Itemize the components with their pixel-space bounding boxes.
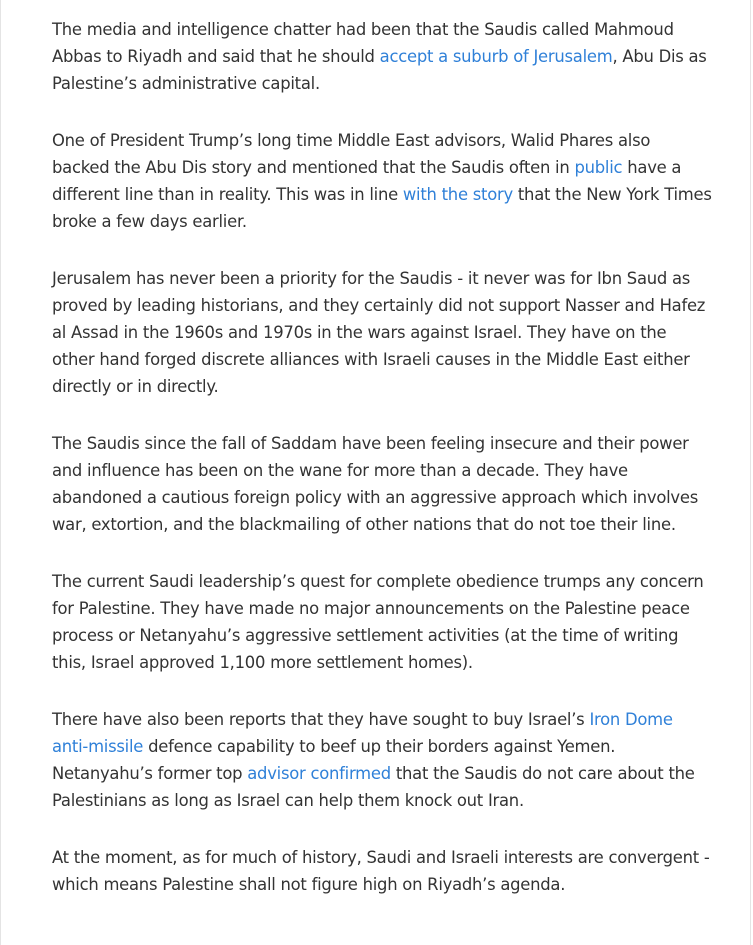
paragraph-text: that the New York Times broke a few days earlier.: [52, 185, 712, 231]
paragraph-text: The Saudis since the fall of Saddam have been feeling insecure and their power and influence has been on the wane for more than a decade. They have abandoned a cautious foreign policy with an aggressive approach which involves war, extortion, and the blackmailing of other nations that do not toe their line.: [52, 434, 699, 534]
paragraph-text: Jerusalem has never been a priority for the Saudis - it never was for Ibn Saud as proved by leading historians, and they certainly did not support Nasser and Hafez al Assad in the 1960s and 1970s in the wars against Israel. They have on the other hand forged discrete alliances with Israeli causes in the Middle East either directly or in directly.: [52, 269, 706, 396]
paragraph-text: There have also been reports that they have sought to buy Israel’s: [52, 710, 590, 729]
paragraph-3: [52, 265, 712, 400]
paragraph-2: [52, 127, 712, 235]
link-with-the-story[interactable]: with the story: [402, 185, 513, 204]
link-iron-dome-anti-missile[interactable]: Iron Dome anti-missile: [52, 710, 673, 756]
paragraph-text: have a different line than in reality. This was in line: [52, 158, 682, 204]
paragraph-text: that the Saudis do not care about the Palestinians as long as Israel can help them knock out Iran.: [52, 764, 695, 810]
paragraph-text: defence capability to beef up their borders against Yemen. Netanyahu’s former top: [52, 737, 616, 783]
paragraph-4: [52, 430, 712, 538]
paragraph-5: [52, 568, 712, 676]
paragraph-6: [52, 706, 712, 814]
paragraph-text: One of President Trump’s long time Middle East advisors, Walid Phares also backed the Abu Dis story and mentioned that the Saudis often in: [52, 131, 651, 177]
paragraph-text: At the moment, as for much of history, Saudi and Israeli interests are convergent - which means Palestine shall not figure high on Riyadh’s agenda.: [52, 848, 710, 894]
paragraph-7: [52, 844, 712, 898]
link-public[interactable]: public: [574, 158, 623, 177]
paragraph-1: [52, 16, 712, 97]
paragraph-text: , Abu Dis as Palestine’s administrative capital.: [52, 47, 707, 93]
link-advisor-confirmed[interactable]: advisor confirmed: [247, 764, 391, 783]
paragraph-text: The media and intelligence chatter had been that the Saudis called Mahmoud Abbas to Riyadh and said that he should: [52, 20, 674, 66]
paragraph-text: The current Saudi leadership’s quest for complete obedience trumps any concern for Palestine. They have made no major announcements on the Palestine peace process or Netanyahu’s aggressive settlement activities (at the time of writing this, Israel approved 1,100 more settlement homes).: [52, 572, 704, 672]
link-accept-suburb-of-jerusalem[interactable]: accept a suburb of Jerusalem: [379, 47, 613, 66]
article-body: [52, 16, 712, 928]
